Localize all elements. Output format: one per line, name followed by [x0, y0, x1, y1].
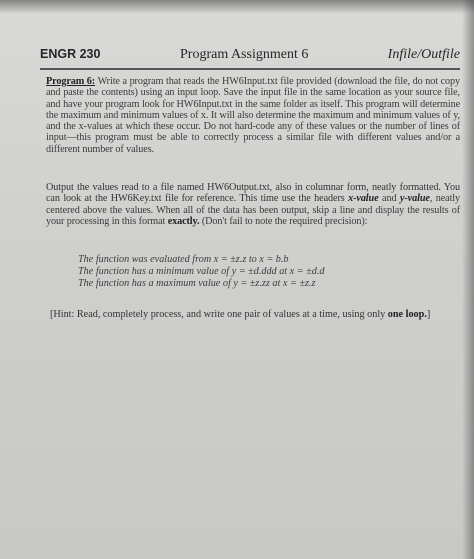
program-description: [46, 76, 460, 155]
output-instructions: [46, 182, 460, 227]
output-text-c: (Don't fail to note the required precision):: [201, 215, 368, 227]
assignment-topic: Infile/Outfile: [387, 47, 460, 62]
hint-suffix: ]: [426, 309, 431, 320]
assignment-title: Program Assignment 6: [180, 47, 309, 62]
output-and: and: [382, 193, 397, 205]
program-label: Program 6:: [46, 76, 96, 87]
hint-prefix: [Hint: Read, completely process, and write one pair of values at a time, using only: [50, 309, 386, 320]
page-shadow-right: [462, 0, 474, 559]
exactly-emphasis: exactly.: [167, 215, 200, 227]
header-divider: [40, 68, 460, 70]
hint-emphasis: one loop.: [387, 309, 427, 320]
result-line-minimum: The function has a minimum value of y = ±d.ddd at x = ±d.d: [78, 265, 325, 277]
header-y-value: y-value: [399, 193, 430, 205]
result-line-maximum: The function has a maximum value of y = ±z.zz at x = ±z.z: [78, 277, 316, 289]
output-text-a: Output the values read to a file named HW6Output.txt, also in columnar form, neatly formatted. You can look at the HW6Key.txt file for reference. This time use the headers: [46, 182, 460, 205]
assignment-header: [40, 47, 460, 69]
output-text-b: , neatly centered above the values. When all of the data has been output, skip a line and display the results of your processing in this format: [46, 193, 461, 227]
course-code: ENGR 230: [40, 47, 101, 61]
result-line-range: The function was evaluated from x = ±z.z to x = b.b: [78, 254, 289, 265]
program-text: Write a program that reads the HW6Input.txt file provided (download the file, do not copy and paste the contents) using an input loop. Save the input file in the same location as your source file, and have your program look for HW6Input.txt in the same folder as itself. This program will determine the maximum and minimum values of x. It will also determine the maximum and minimum values of y, and the x-values at which these occur. Do not hard-code any of these values or the number of lines of input—this program must be able to correctly process a similar file with different values and/or a different number of values.: [46, 76, 460, 155]
header-x-value: x-value: [348, 193, 379, 205]
results-format-block: [78, 254, 388, 289]
hint-text: [50, 309, 460, 321]
page-shadow-top: [0, 0, 474, 14]
